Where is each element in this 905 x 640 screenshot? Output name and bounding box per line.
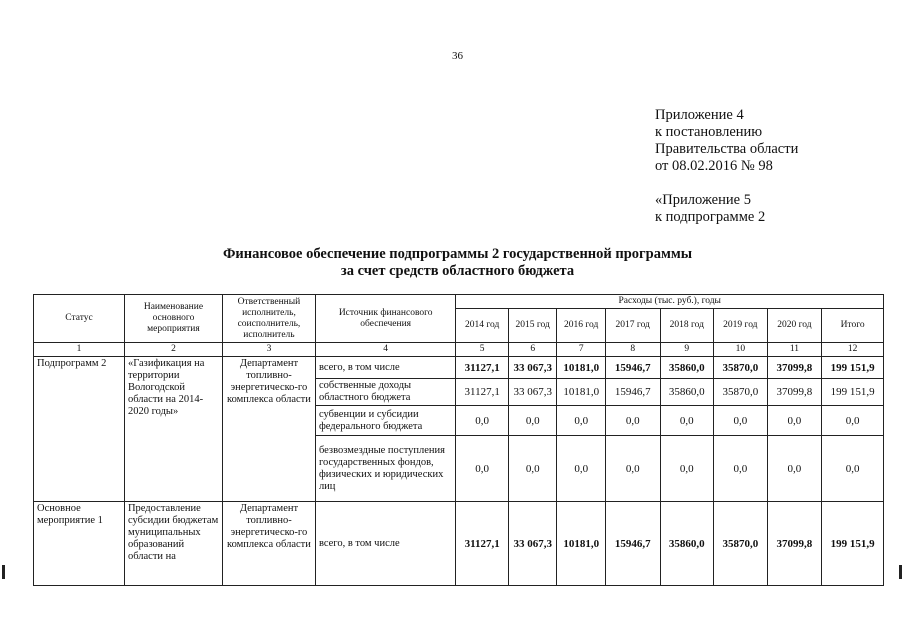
scan-mark-left bbox=[2, 565, 5, 579]
value-cell: 35870,0 bbox=[714, 379, 768, 406]
value-cell: 35870,0 bbox=[714, 502, 768, 586]
table-row bbox=[34, 502, 884, 586]
value-cell: 35860,0 bbox=[660, 379, 714, 406]
value-cell: 0,0 bbox=[660, 406, 714, 436]
value-cell: 199 151,9 bbox=[822, 502, 884, 586]
value-cell: 33 067,3 bbox=[508, 357, 557, 379]
value-cell: 0,0 bbox=[714, 436, 768, 502]
header-year: 2016 год bbox=[557, 309, 606, 343]
value-cell: 15946,7 bbox=[605, 379, 660, 406]
source-cell: субвенции и субсидии федерального бюджета bbox=[315, 406, 455, 436]
value-cell: 0,0 bbox=[605, 436, 660, 502]
value-cell: 31127,1 bbox=[456, 379, 509, 406]
value-cell: 37099,8 bbox=[767, 502, 822, 586]
status-cell: Основное мероприятие 1 bbox=[34, 502, 125, 586]
header-year: 2015 год bbox=[508, 309, 557, 343]
value-cell: 0,0 bbox=[767, 406, 822, 436]
column-number: 7 bbox=[557, 343, 606, 357]
status-cell: Подпрограмм 2 bbox=[34, 357, 125, 502]
value-cell: 33 067,3 bbox=[508, 502, 557, 586]
value-cell: 15946,7 bbox=[605, 502, 660, 586]
appendix-line: к постановлению bbox=[655, 124, 763, 140]
value-cell: 37099,8 bbox=[767, 379, 822, 406]
name-cell: Предоставление субсидии бюджетам муниципальных образований области на bbox=[124, 502, 222, 586]
value-cell: 0,0 bbox=[456, 406, 509, 436]
title-line: за счет средств областного бюджета bbox=[340, 263, 575, 279]
column-number: 8 bbox=[605, 343, 660, 357]
value-cell: 0,0 bbox=[660, 436, 714, 502]
page-number: 36 bbox=[452, 50, 463, 62]
source-cell: собственные доходы областного бюджета bbox=[315, 379, 455, 406]
value-cell: 10181,0 bbox=[557, 357, 606, 379]
column-number: 5 bbox=[456, 343, 509, 357]
header-executor: Ответственный исполнитель, соисполнитель, исполнитель bbox=[222, 295, 315, 343]
source-cell: всего, в том числе bbox=[315, 357, 455, 379]
column-number: 11 bbox=[767, 343, 822, 357]
header-year: 2019 год bbox=[714, 309, 768, 343]
value-cell: 35870,0 bbox=[714, 357, 768, 379]
value-cell: 37099,8 bbox=[767, 357, 822, 379]
appendix-line: Приложение 4 bbox=[655, 107, 744, 123]
value-cell: 0,0 bbox=[456, 436, 509, 502]
header-expenses: Расходы (тыс. руб.), годы bbox=[456, 295, 884, 309]
source-cell: безвозмездные поступления государственных фондов, физических и юридических лиц bbox=[315, 436, 455, 502]
scan-mark-right bbox=[899, 565, 902, 579]
appendix-block bbox=[655, 107, 798, 226]
value-cell: 0,0 bbox=[557, 406, 606, 436]
header-year: 2017 год bbox=[605, 309, 660, 343]
value-cell: 31127,1 bbox=[456, 357, 509, 379]
name-cell: «Газификация на территории Вологодской области на 2014-2020 годы» bbox=[124, 357, 222, 502]
title-line: Финансовое обеспечение подпрограммы 2 государственной программы bbox=[222, 246, 693, 262]
appendix-line: от 08.02.2016 № 98 bbox=[655, 158, 773, 174]
column-number: 6 bbox=[508, 343, 557, 357]
header-total: Итого bbox=[822, 309, 884, 343]
value-cell: 0,0 bbox=[508, 436, 557, 502]
column-number: 9 bbox=[660, 343, 714, 357]
executor-cell: Департамент топливно-энергетическо-го комплекса области bbox=[222, 502, 315, 586]
appendix-line: «Приложение 5 bbox=[655, 192, 751, 208]
executor-cell: Департамент топливно-энергетическо-го комплекса области bbox=[222, 357, 315, 502]
value-cell: 35860,0 bbox=[660, 357, 714, 379]
column-number: 10 bbox=[714, 343, 768, 357]
source-cell: всего, в том числе bbox=[315, 502, 455, 586]
column-number: 4 bbox=[315, 343, 455, 357]
column-number-row bbox=[34, 343, 884, 357]
header-source: Источник финансового обеспечения bbox=[315, 295, 455, 343]
column-number: 1 bbox=[34, 343, 125, 357]
value-cell: 33 067,3 bbox=[508, 379, 557, 406]
appendix-line: Правительства области bbox=[655, 141, 799, 157]
appendix-line: к подпрограмме 2 bbox=[655, 209, 766, 225]
value-cell: 31127,1 bbox=[456, 502, 509, 586]
header-year: 2014 год bbox=[456, 309, 509, 343]
column-number: 2 bbox=[124, 343, 222, 357]
column-number: 12 bbox=[822, 343, 884, 357]
table-row bbox=[34, 357, 884, 379]
value-cell: 0,0 bbox=[714, 406, 768, 436]
value-cell: 0,0 bbox=[605, 406, 660, 436]
value-cell: 199 151,9 bbox=[822, 357, 884, 379]
value-cell: 35860,0 bbox=[660, 502, 714, 586]
value-cell: 15946,7 bbox=[605, 357, 660, 379]
header-name: Наименование основного мероприятия bbox=[124, 295, 222, 343]
value-cell: 10181,0 bbox=[557, 379, 606, 406]
budget-table bbox=[33, 294, 884, 586]
value-cell: 10181,0 bbox=[557, 502, 606, 586]
value-cell: 0,0 bbox=[508, 406, 557, 436]
value-cell: 0,0 bbox=[822, 406, 884, 436]
header-year: 2018 год bbox=[660, 309, 714, 343]
value-cell: 0,0 bbox=[822, 436, 884, 502]
header-status: Статус bbox=[34, 295, 125, 343]
value-cell: 0,0 bbox=[767, 436, 822, 502]
column-number: 3 bbox=[222, 343, 315, 357]
document-title bbox=[0, 246, 905, 280]
value-cell: 0,0 bbox=[557, 436, 606, 502]
value-cell: 199 151,9 bbox=[822, 379, 884, 406]
header-year: 2020 год bbox=[767, 309, 822, 343]
